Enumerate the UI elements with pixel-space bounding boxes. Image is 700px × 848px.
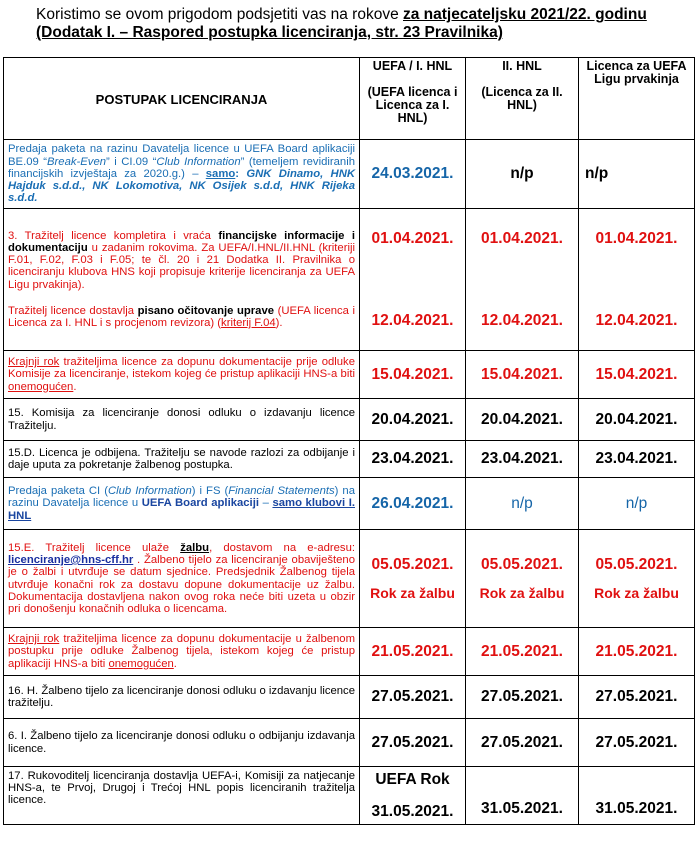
date-uefa-1hnl: 27.05.2021. xyxy=(360,676,466,719)
date-womens-league: 27.05.2021. xyxy=(579,676,695,719)
email-link[interactable]: licenciranje@hns-cff.hr xyxy=(8,554,134,567)
date-uefa-1hnl: 05.05.2021. Rok za žalbu xyxy=(360,530,466,628)
header-2hnl: II. HNL (Licenca za II. HNL) xyxy=(466,58,579,140)
date-uefa-1hnl: 01.04.2021. 12.04.2021. xyxy=(360,209,466,351)
date-2hnl: 20.04.2021. xyxy=(466,399,579,441)
date-womens-league: 05.05.2021. Rok za žalbu xyxy=(579,530,695,628)
intro-season: za natjecateljsku 2021/22. godinu xyxy=(403,6,647,23)
table-row xyxy=(4,628,695,676)
date-uefa-1hnl: 27.05.2021. xyxy=(360,719,466,767)
date-uefa-1hnl: 15.04.2021. xyxy=(360,351,466,399)
table-row xyxy=(4,676,695,719)
date-womens-league: n/p xyxy=(579,478,695,530)
date-2hnl: 27.05.2021. xyxy=(466,719,579,767)
header-womens-champions-league: Licenca za UEFA Ligu prvakinja xyxy=(579,58,695,140)
header-procedure: POSTUPAK LICENCIRANJA xyxy=(4,58,360,140)
date-womens-league: n/p xyxy=(579,140,695,209)
date-uefa-1hnl: 23.04.2021. xyxy=(360,441,466,478)
procedure-description: Predaja paketa CI (Club Information) i FS (Financial Statements) na razinu Davatelja licence u UEFA Board aplikaciji – samo klubovi I. HNL xyxy=(4,478,360,530)
table-row xyxy=(4,209,695,351)
date-2hnl: 27.05.2021. xyxy=(466,676,579,719)
procedure-description: 17. Rukovoditelj licenciranja dostavlja UEFA-i, Komisiji za natjecanje HNS-a, te Prvoj, Drugoj i Trećoj HNL popis licenciranih tražitelja licence. xyxy=(4,767,360,825)
date-2hnl: n/p xyxy=(466,140,579,209)
date-2hnl: 23.04.2021. xyxy=(466,441,579,478)
date-uefa-1hnl: 26.04.2021. xyxy=(360,478,466,530)
header-row xyxy=(4,58,695,140)
date-womens-league: 21.05.2021. xyxy=(579,628,695,676)
date-2hnl: 15.04.2021. xyxy=(466,351,579,399)
date-uefa-1hnl: 21.05.2021. xyxy=(360,628,466,676)
procedure-description: Krajnji rok tražiteljima licence za dopunu dokumentacije u žalbenom postupku prije odluke Žalbenog tijela, istekom kojeg će pristup aplikaciji HNS-a biti onemogućen. xyxy=(4,628,360,676)
date-womens-league: 31.05.2021. xyxy=(579,767,695,825)
table-row xyxy=(4,719,695,767)
date-womens-league: 20.04.2021. xyxy=(579,399,695,441)
procedure-description: 16. H. Žalbeno tijelo za licenciranje donosi odluku o izdavanju licence tražitelju. xyxy=(4,676,360,719)
procedure-description: 3. Tražitelj licence kompletira i vraća financijske informacije i dokumentaciju u zadanim rokovima. Za UEFA/I.HNL/II.HNL (kriteriji F.01, F.02, F.03 i F.05; te čl. 20 i 21 Dodatka II. Pravilnika o licenciranju klubova HNS koji propisuje kriterije licenciranja za UEFA Ligu prvakinja). Tražitelj licence dostavlja pisano očitovanje uprave (UEFA licenca i Licenca za I. HNL i s procjenom revizora) (kriterij F.04). xyxy=(4,209,360,351)
procedure-description: 15.E. Tražitelj licence ulaže žalbu, dostavom na e-adresu: licenciranje@hns-cff.hr . Žalbeno tijelo za licenciranje obaviješteno je o žalbi i utvrđuje se datum sjednice. Predsjednik Žalbenog tijela utvrđuje konačni rok za dostavu dopune dokumentacije uz žalbu. Dokumentacija dostavljena nakon ovog roka neće biti uzeta u obzir pri donošenju konačnih odluka o licencama. xyxy=(4,530,360,628)
date-2hnl: 01.04.2021. 12.04.2021. xyxy=(466,209,579,351)
procedure-description: 15. Komisija za licenciranje donosi odluku o izdavanju licence Tražitelju. xyxy=(4,399,360,441)
date-womens-league: 27.05.2021. xyxy=(579,719,695,767)
date-2hnl: n/p xyxy=(466,478,579,530)
date-2hnl: 21.05.2021. xyxy=(466,628,579,676)
table-row xyxy=(4,140,695,209)
table-row xyxy=(4,441,695,478)
date-uefa-1hnl: 24.03.2021. xyxy=(360,140,466,209)
procedure-description: Predaja paketa na razinu Davatelja licence u UEFA Board aplikaciji BE.09 “Break-Even” i CI.09 “Club Information” (temeljem revidiranih financijskih izvještaja za 2020.g.) – samo: GNK Dinamo, HNK Hajduk s.d.d., NK Lokomotiva, NK Osijek s.d.d, HNK Rijeka s.d.d. xyxy=(4,140,360,209)
table-row xyxy=(4,399,695,441)
date-womens-league: 15.04.2021. xyxy=(579,351,695,399)
table-row xyxy=(4,351,695,399)
procedure-description: 6. I. Žalbeno tijelo za licenciranje donosi odluku o odbijanju izdavanja licence. xyxy=(4,719,360,767)
date-uefa-1hnl: UEFA Rok 31.05.2021. xyxy=(360,767,466,825)
intro-paragraph xyxy=(36,6,696,42)
uefa-deadline-label: UEFA Rok xyxy=(375,770,450,788)
table-row xyxy=(4,530,695,628)
date-2hnl: 31.05.2021. xyxy=(466,767,579,825)
procedure-description: 15.D. Licenca je odbijena. Tražitelju se navode razlozi za odbijanje i daje uputa za pokretanje žalbenog postupka. xyxy=(4,441,360,478)
date-womens-league: 23.04.2021. xyxy=(579,441,695,478)
procedure-description: Krajnji rok tražiteljima licence za dopunu dokumentacije prije odluke Komisije za licenciranje, istekom kojeg će pristup aplikaciji HNS-a biti onemogućen. xyxy=(4,351,360,399)
date-womens-league: 01.04.2021. 12.04.2021. xyxy=(579,209,695,351)
date-2hnl: 05.05.2021. Rok za žalbu xyxy=(466,530,579,628)
table-row xyxy=(4,767,695,825)
table-row xyxy=(4,478,695,530)
header-uefa-1hnl: UEFA / I. HNL (UEFA licenca i Licenca za I. HNL) xyxy=(360,58,466,140)
intro-prefix: Koristimo se ovom prigodom podsjetiti vas na rokove xyxy=(36,6,403,23)
date-uefa-1hnl: 20.04.2021. xyxy=(360,399,466,441)
licensing-schedule-table xyxy=(3,57,695,825)
intro-reference: (Dodatak I. – Raspored postupka licenciranja, str. 23 Pravilnika) xyxy=(36,24,503,41)
